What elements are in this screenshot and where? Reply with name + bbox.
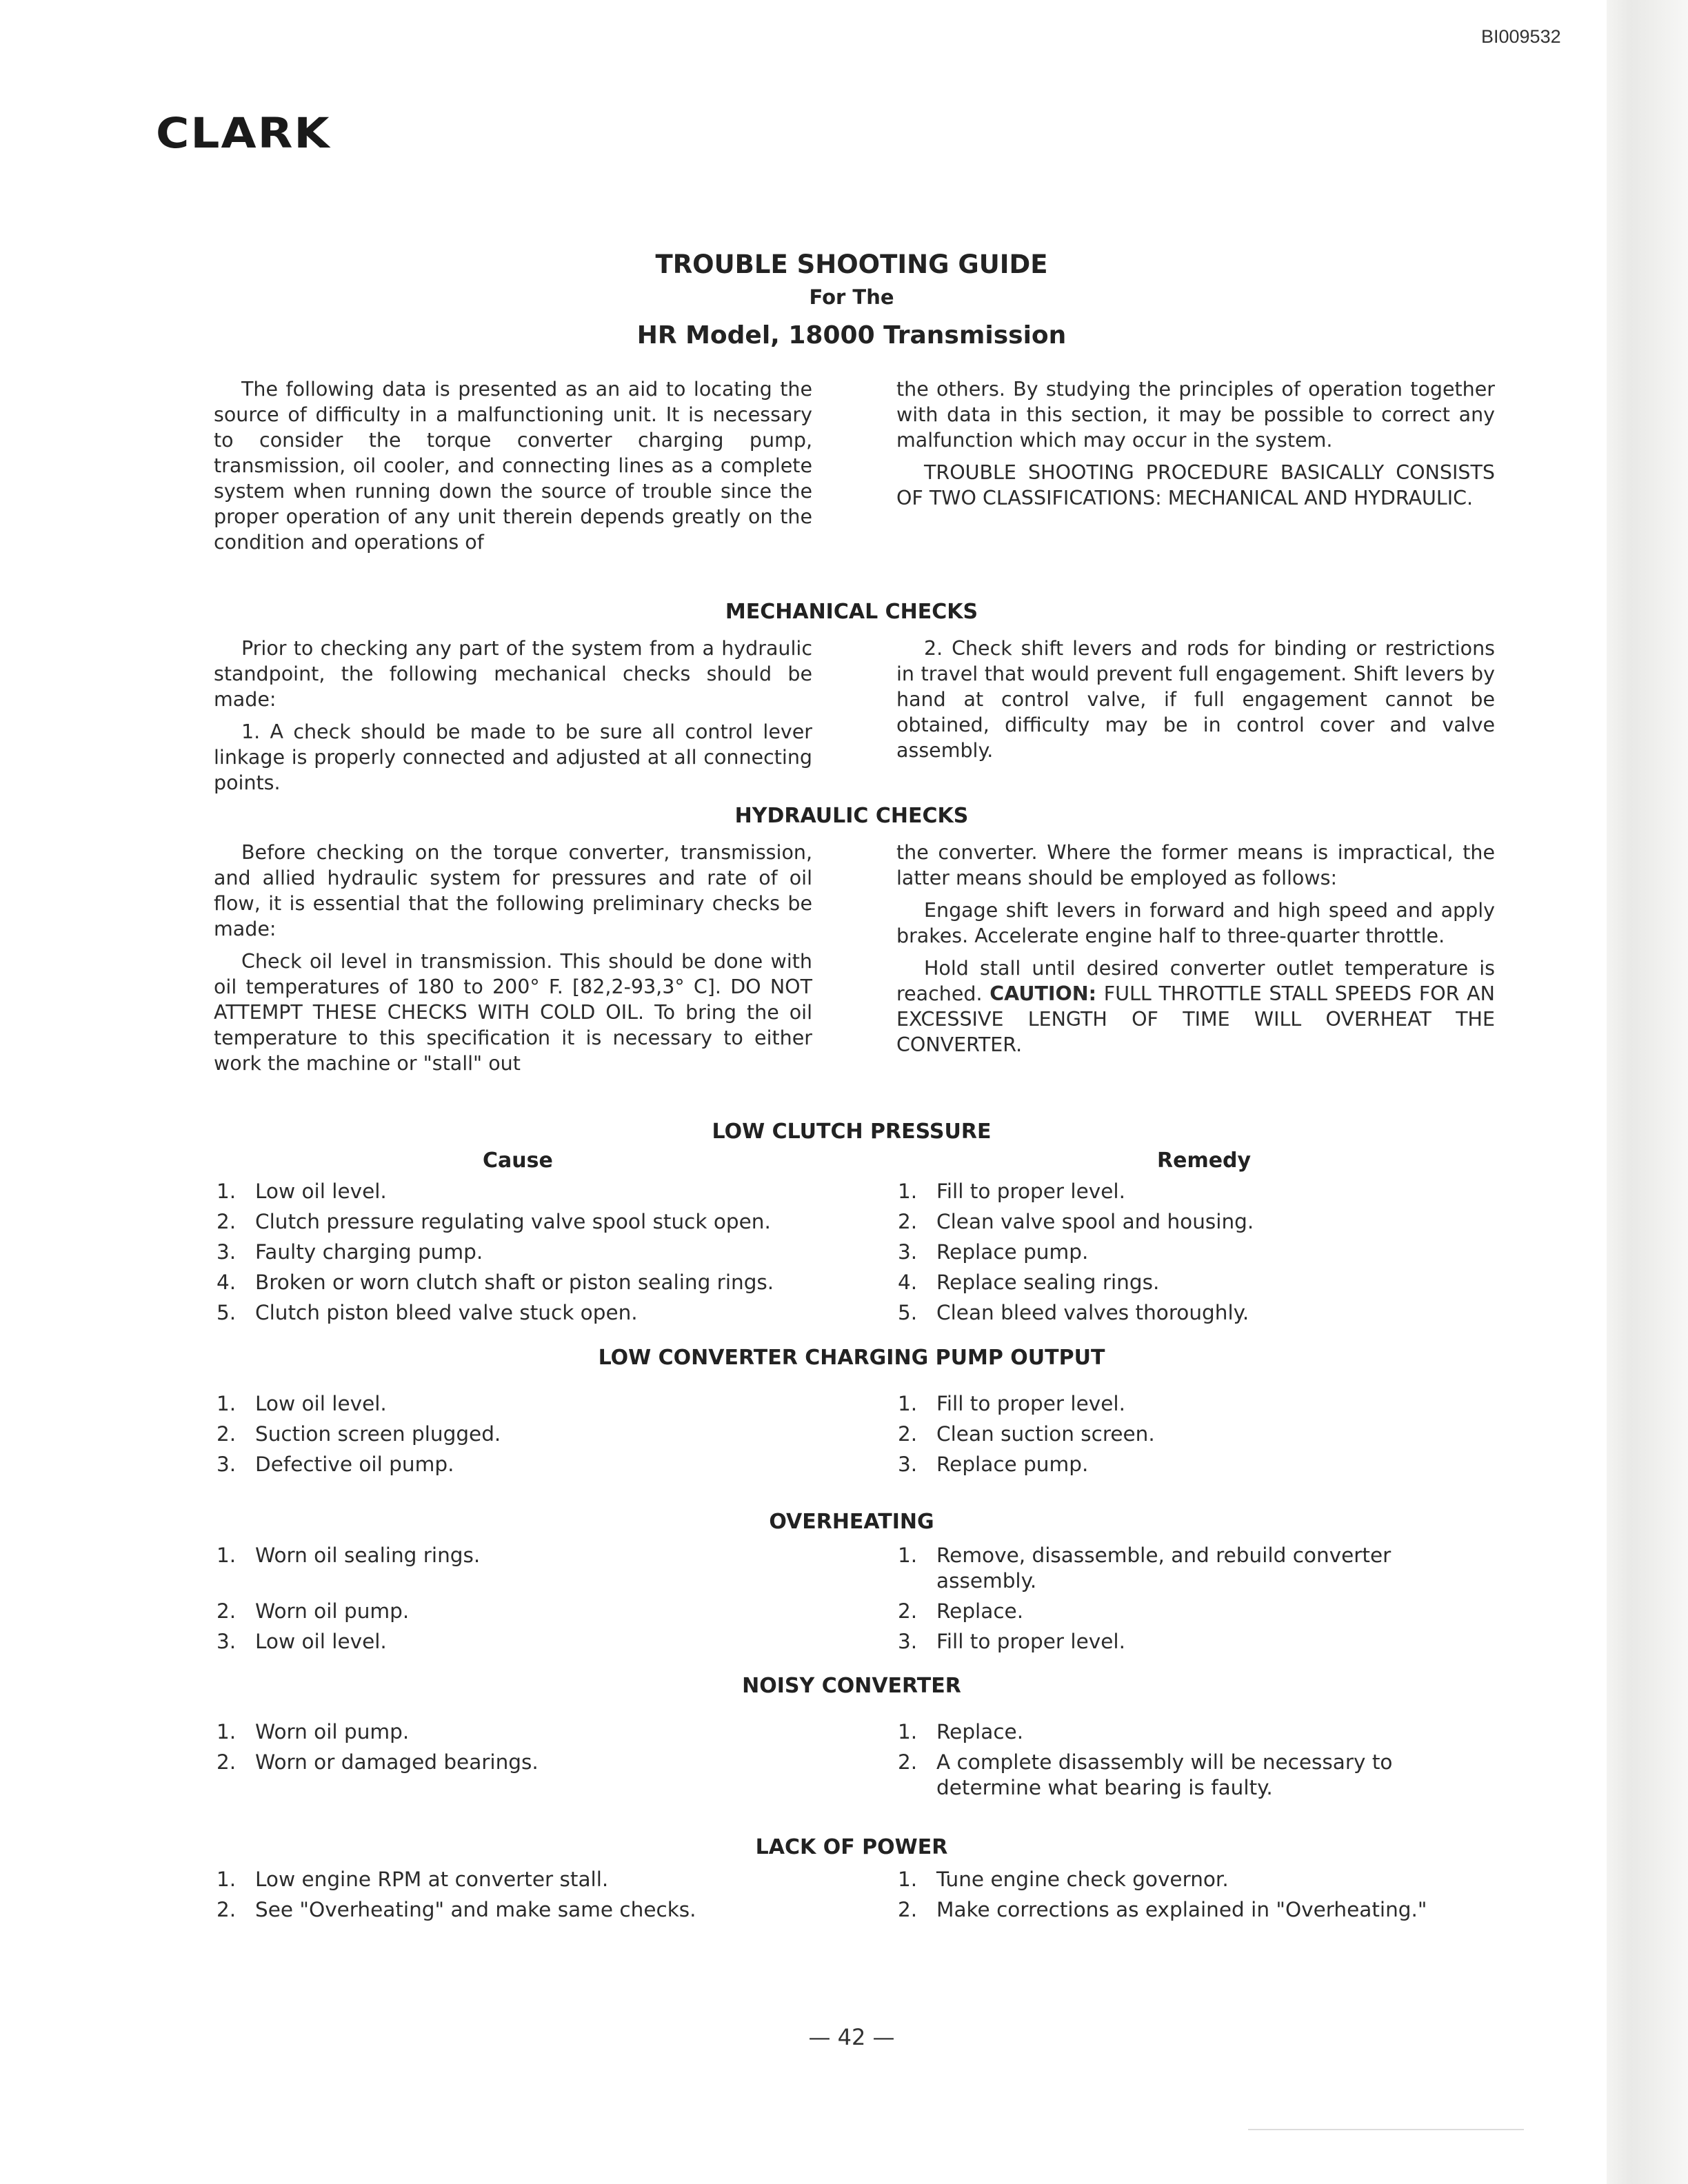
remedies-list-overheating bbox=[895, 1540, 1488, 1657]
item-text: Suction screen plugged. bbox=[255, 1422, 501, 1446]
item-text: Low oil level. bbox=[255, 1180, 387, 1203]
item-number: 1. bbox=[898, 1868, 918, 1891]
item-number: 2. bbox=[217, 1210, 237, 1233]
item-number: 5. bbox=[217, 1301, 237, 1324]
item-text: Replace. bbox=[936, 1720, 1024, 1743]
intro-left-column bbox=[214, 376, 812, 555]
item-text: Broken or worn clutch shaft or piston sealing rings. bbox=[255, 1271, 774, 1294]
list-item bbox=[895, 1267, 1488, 1297]
list-item bbox=[214, 1540, 848, 1596]
list-item bbox=[214, 1206, 848, 1237]
item-text: Clean valve spool and housing. bbox=[936, 1210, 1254, 1233]
item-text: Clean bleed valves thoroughly. bbox=[936, 1301, 1249, 1324]
list-item bbox=[214, 1864, 848, 1894]
item-text: Defective oil pump. bbox=[255, 1453, 454, 1476]
remedies-list-noisy-converter bbox=[895, 1717, 1488, 1801]
mechanical-left-column bbox=[214, 636, 812, 796]
hydraulic-right-column bbox=[896, 840, 1495, 1058]
page-subtitle: HR Model, 18000 Transmission bbox=[636, 321, 1067, 350]
caution-label: CAUTION: bbox=[989, 982, 1097, 1005]
item-text: Tune engine check governor. bbox=[936, 1868, 1229, 1891]
list-item bbox=[895, 1540, 1488, 1596]
list-item bbox=[895, 1237, 1488, 1267]
list-item bbox=[895, 1596, 1488, 1626]
list-item bbox=[895, 1176, 1488, 1206]
section-heading-overheating: OVERHEATING bbox=[769, 1510, 934, 1534]
item-text: Worn oil pump. bbox=[255, 1599, 410, 1623]
hydraulic-stall-procedure: Engage shift levers in forward and high speed and apply brakes. Accelerate engine half to three-quarter throttle. bbox=[896, 899, 1495, 947]
item-number: 1. bbox=[898, 1544, 918, 1567]
list-item bbox=[895, 1419, 1488, 1449]
item-number: 5. bbox=[898, 1301, 918, 1324]
mechanical-intro: Prior to checking any part of the system from a hydraulic standpoint, the following mechanical checks should be made: bbox=[214, 637, 812, 711]
section-heading-low-clutch-pressure: LOW CLUTCH PRESSURE bbox=[712, 1120, 992, 1144]
intro-paragraph: The following data is presented as an aid to locating the source of difficulty in a malfunctioning unit. It is necessary to consider the torque converter charging pump, transmission, oil cooler, and connecting lines as a complete system when running down the source of trouble since the proper operation of any unit therein depends greatly on the condition and operations of bbox=[214, 378, 812, 554]
document-id: BI009532 bbox=[1481, 26, 1561, 47]
hydraulic-caution-paragraph bbox=[896, 956, 1495, 1058]
hydraulic-stall-intro: the converter. Where the former means is impractical, the latter means should be employed as follows: bbox=[896, 841, 1495, 889]
list-item bbox=[214, 1747, 848, 1777]
item-text: Clutch pressure regulating valve spool stuck open. bbox=[255, 1210, 771, 1233]
list-item bbox=[214, 1894, 848, 1925]
item-number: 2. bbox=[898, 1599, 918, 1623]
hydraulic-intro: Before checking on the torque converter, transmission, and allied hydraulic system for pressures and rate of oil flow, it is essential that the following preliminary checks be made: bbox=[214, 841, 812, 940]
item-number: 1. bbox=[898, 1180, 918, 1203]
intro-paragraph-continued: the others. By studying the principles of operation together with data in this section, it may be possible to correct any malfunction which may occur in the system. bbox=[896, 378, 1495, 452]
item-text: Faulty charging pump. bbox=[255, 1240, 483, 1264]
item-number: 1. bbox=[217, 1720, 237, 1743]
remedies-list-low-clutch-pressure bbox=[895, 1176, 1488, 1328]
item-text: Fill to proper level. bbox=[936, 1392, 1125, 1415]
item-text: A complete disassembly will be necessary to determine what bearing is faulty. bbox=[936, 1750, 1393, 1799]
item-number: 2. bbox=[217, 1599, 237, 1623]
remedies-list-charging-pump bbox=[895, 1388, 1488, 1479]
title-for-the: For The bbox=[809, 285, 894, 309]
list-item bbox=[214, 1176, 848, 1206]
item-text: Replace pump. bbox=[936, 1240, 1089, 1264]
intro-classification-note: TROUBLE SHOOTING PROCEDURE BASICALLY CONSISTS OF TWO CLASSIFICATIONS: MECHANICAL AND HYDRAULIC. bbox=[896, 461, 1495, 509]
list-item bbox=[895, 1894, 1488, 1925]
list-item bbox=[895, 1864, 1488, 1894]
item-number: 2. bbox=[898, 1898, 918, 1921]
hydraulic-hold-stall: Hold stall until desired converter outlet temperature is reached. bbox=[896, 957, 1495, 1005]
item-text: Replace. bbox=[936, 1599, 1024, 1623]
item-number: 2. bbox=[898, 1750, 918, 1774]
list-item bbox=[214, 1237, 848, 1267]
mechanical-check-1: 1. A check should be made to be sure all control lever linkage is properly connected and adjusted at all connecting points. bbox=[214, 720, 812, 794]
list-item bbox=[895, 1206, 1488, 1237]
section-heading-low-converter-charging-pump-output: LOW CONVERTER CHARGING PUMP OUTPUT bbox=[598, 1346, 1105, 1370]
section-heading-lack-of-power: LACK OF POWER bbox=[755, 1835, 948, 1859]
item-number: 1. bbox=[217, 1392, 237, 1415]
item-text: Worn oil sealing rings. bbox=[255, 1544, 481, 1567]
item-text: Low oil level. bbox=[255, 1392, 387, 1415]
intro-right-column bbox=[896, 376, 1495, 511]
remedies-list-lack-of-power bbox=[895, 1864, 1488, 1925]
mechanical-check-2: 2. Check shift levers and rods for binding or restrictions in travel that would prevent full engagement. Shift levers by hand at control valve, if full engagement cannot be obtained, difficulty may be in control cover and valve assembly. bbox=[896, 637, 1495, 762]
item-text: Replace pump. bbox=[936, 1453, 1089, 1476]
page-number: — 42 — bbox=[808, 2024, 895, 2050]
item-number: 1. bbox=[898, 1720, 918, 1743]
item-number: 1. bbox=[217, 1544, 237, 1567]
remedy-column-header: Remedy bbox=[1157, 1149, 1252, 1173]
hydraulic-oil-level-check: Check oil level in transmission. This should be done with oil temperatures of 180 to 200° F. [82,2-93,3° C]. DO NOT ATTEMPT THESE CHECKS WITH COLD OIL. To bring the oil temperature to this specification it is necessary to either work the machine or "stall" out bbox=[214, 950, 812, 1075]
item-number: 2. bbox=[217, 1750, 237, 1774]
list-item bbox=[214, 1626, 848, 1657]
cause-column-header: Cause bbox=[483, 1149, 553, 1173]
list-item bbox=[895, 1747, 1488, 1801]
item-text: Replace sealing rings. bbox=[936, 1271, 1160, 1294]
item-text: Worn oil pump. bbox=[255, 1720, 410, 1743]
item-number: 3. bbox=[217, 1240, 237, 1264]
list-item bbox=[895, 1388, 1488, 1419]
list-item bbox=[214, 1596, 848, 1626]
list-item bbox=[214, 1388, 848, 1419]
list-item bbox=[214, 1297, 848, 1328]
list-item bbox=[895, 1297, 1488, 1328]
item-number: 2. bbox=[898, 1210, 918, 1233]
item-number: 3. bbox=[217, 1453, 237, 1476]
page-title: TROUBLE SHOOTING GUIDE bbox=[655, 250, 1048, 279]
hydraulic-left-column bbox=[214, 840, 812, 1076]
list-item bbox=[214, 1717, 848, 1747]
item-number: 1. bbox=[217, 1868, 237, 1891]
footer-rule bbox=[1248, 2129, 1524, 2130]
list-item bbox=[214, 1419, 848, 1449]
item-text: Clutch piston bleed valve stuck open. bbox=[255, 1301, 638, 1324]
causes-list-low-clutch-pressure bbox=[214, 1176, 848, 1328]
section-heading-noisy-converter: NOISY CONVERTER bbox=[742, 1674, 961, 1698]
item-text: Make corrections as explained in "Overheating." bbox=[936, 1898, 1427, 1921]
item-text: Worn or damaged bearings. bbox=[255, 1750, 539, 1774]
caution-text: FULL THROTTLE STALL SPEEDS FOR AN EXCESSIVE LENGTH OF TIME WILL OVERHEAT THE CONVERTER. bbox=[896, 982, 1495, 1056]
item-number: 2. bbox=[217, 1422, 237, 1446]
item-number: 3. bbox=[898, 1630, 918, 1653]
list-item bbox=[895, 1449, 1488, 1479]
item-number: 3. bbox=[217, 1630, 237, 1653]
mechanical-right-column bbox=[896, 636, 1495, 763]
list-item bbox=[214, 1449, 848, 1479]
causes-list-charging-pump bbox=[214, 1388, 848, 1479]
item-number: 1. bbox=[898, 1392, 918, 1415]
item-text: Remove, disassemble, and rebuild converter assembly. bbox=[936, 1544, 1391, 1593]
item-text: See "Overheating" and make same checks. bbox=[255, 1898, 696, 1921]
list-item bbox=[895, 1626, 1488, 1657]
causes-list-overheating bbox=[214, 1540, 848, 1657]
item-number: 3. bbox=[898, 1453, 918, 1476]
item-text: Fill to proper level. bbox=[936, 1630, 1125, 1653]
item-number: 2. bbox=[217, 1898, 237, 1921]
item-number: 3. bbox=[898, 1240, 918, 1264]
item-text: Fill to proper level. bbox=[936, 1180, 1125, 1203]
mechanical-checks-heading: MECHANICAL CHECKS bbox=[725, 600, 978, 624]
list-item bbox=[895, 1717, 1488, 1747]
item-text: Low engine RPM at converter stall. bbox=[255, 1868, 609, 1891]
causes-list-noisy-converter bbox=[214, 1717, 848, 1777]
item-number: 2. bbox=[898, 1422, 918, 1446]
item-text: Low oil level. bbox=[255, 1630, 387, 1653]
list-item bbox=[214, 1267, 848, 1297]
causes-list-lack-of-power bbox=[214, 1864, 848, 1925]
hydraulic-checks-heading: HYDRAULIC CHECKS bbox=[734, 804, 969, 828]
clark-logo: CLARK bbox=[156, 109, 331, 158]
item-number: 4. bbox=[898, 1271, 918, 1294]
item-number: 4. bbox=[217, 1271, 237, 1294]
item-number: 1. bbox=[217, 1180, 237, 1203]
item-text: Clean suction screen. bbox=[936, 1422, 1155, 1446]
